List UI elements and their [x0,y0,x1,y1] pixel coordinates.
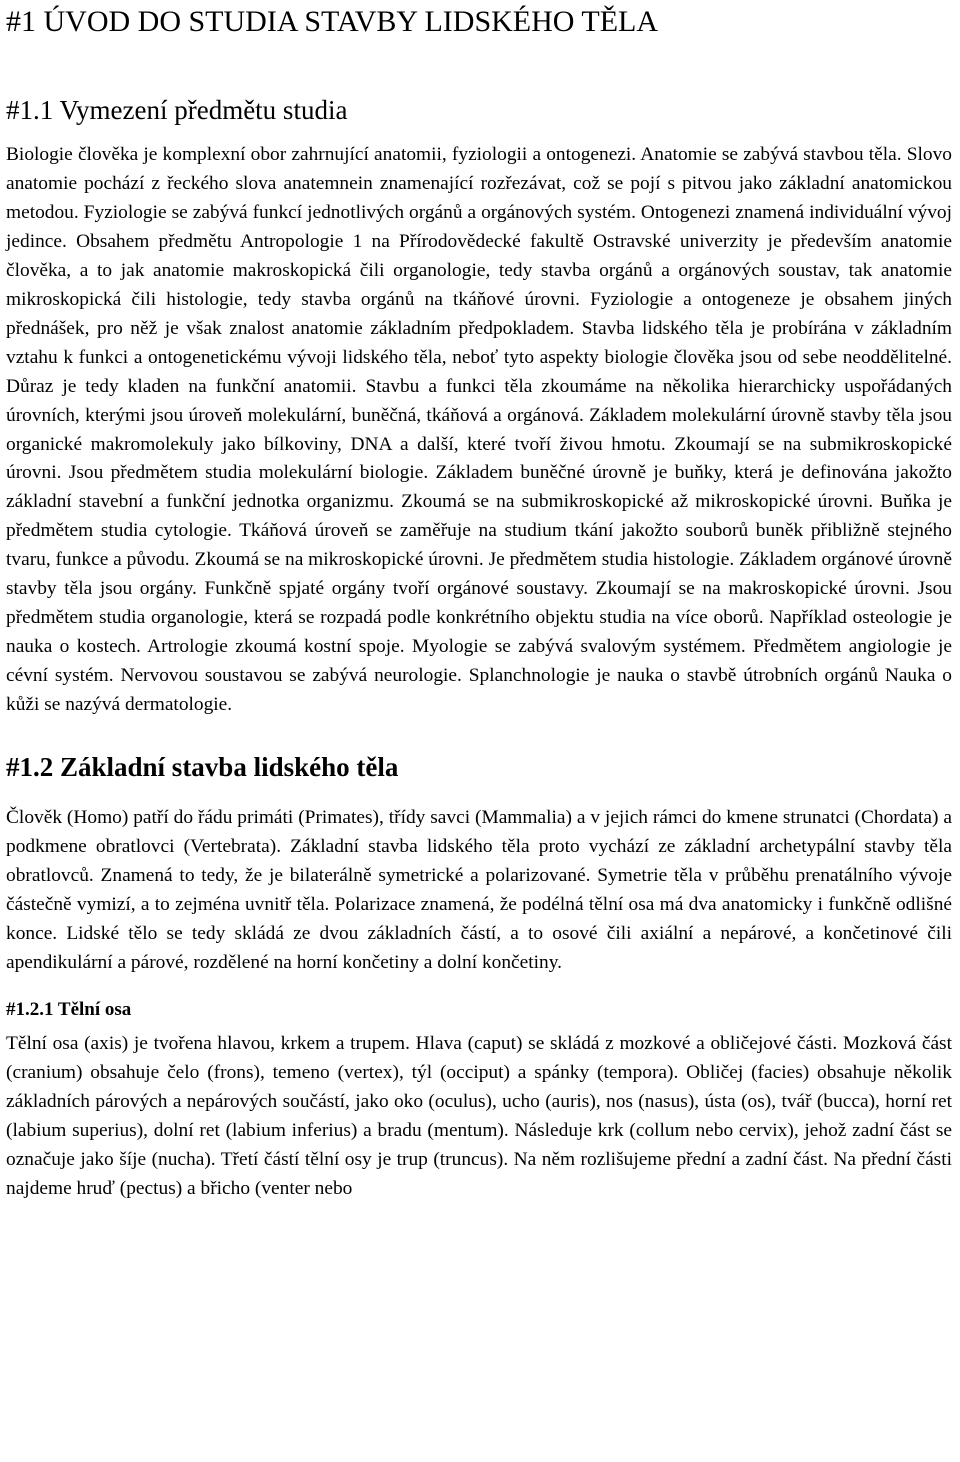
section-paragraph-1-1: Biologie člověka je komplexní obor zahrnující anatomii, fyziologii a ontogenezi. Anatomie se zabývá stavbou těla. Slovo anatomie pochází z řeckého slova anatemnein znamenající rozřezávat, což se pojí s pitvou jako základní anatomickou metodou. Fyziologie se zabývá funkcí jednotlivých orgánů a orgánových systém. Ontogenezi znamená individuální vývoj jedince. Obsahem předmětu Antropologie 1 na Přírodovědecké fakultě Ostravské univerzity je především anatomie člověka, a to jak anatomie makroskopická čili organologie, tedy stavba orgánů a orgánových soustav, tak anatomie mikroskopická čili histologie, tedy stavba orgánů na tkáňové úrovni. Fyziologie a ontogeneze je obsahem jiných přednášek, pro něž je však znalost anatomie základním předpokladem. Stavba lidského těla je probírána v základním vztahu k funkci a ontogenetickému vývoji lidského těla, neboť tyto aspekty biologie člověka jsou od sebe neoddělitelné. Důraz je tedy kladen na funkční anatomii. Stavbu a funkci těla zkoumáme na několika hierarchicky uspořádaných úrovních, kterými jsou úroveň molekulární, buněčná, tkáňová a orgánová. Základem molekulární úrovně stavby těla jsou organické makromolekuly jako bílkoviny, DNA a další, které tvoří živou hmotu. Zkoumají se na submikroskopické úrovni. Jsou předmětem studia molekulární biologie. Základem buněčné úrovně je buňky, která je definována jakožto základní stavební a funkční jednotka organizmu. Zkoumá se na submikroskopické až mikroskopické úrovni. Buňka je předmětem studia cytologie. Tkáňová úroveň se zaměřuje na studium tkání jakožto souborů buněk přibližně stejného tvaru, funkce a původu. Zkoumá se na mikroskopické úrovni. Je předmětem studia histologie. Základem orgánové úrovně stavby těla jsou orgány. Funkčně spjaté orgány tvoří orgánové soustavy. Zkoumají se na makroskopické úrovni. Jsou předmětem studia organologie, která se rozpadá podle konkrétního objektu studia na více oborů. Například osteologie je nauka o kostech. Artrologie zkoumá kostní spoje. Myologie se zabývá svalovým systémem. Předmětem angiologie je cévní systém. Nervovou soustavou se zabývá neurologie. Splanchnologie je nauka o stavbě útrobních orgánů Nauka o kůži se nazývá dermatologie. [6,144,952,716]
section-heading-1-2: #1.2 Základní stavba lidského těla [6,752,399,783]
document-page [0,4,960,1204]
section-heading-1-1: #1.1 Vymezení předmětu studia [6,95,348,125]
section-paragraph-1-2-1: Tělní osa (axis) je tvořena hlavou, krkem a trupem. Hlava (caput) se skládá z mozkové a obličejové části. Mozková část (cranium) obsahuje čelo (frons), temeno (vertex), týl (occiput) a spánky (tempora). Obličej (facies) obsahuje několik základních párových a nepárových součástí, jako oko (oculus), ucho (auris), nos (nasus), ústa (os), tvář (bucca), horní ret (labium superius), dolní ret (labium inferius) a bradu (mentum). Následuje krk (collum nebo cervix), jehož zadní část se označuje jako šíje (nucha). Třetí částí tělní osy je trup (truncus). Na něm rozlišujeme přední a zadní část. Na přední části najdeme hruď (pectus) a břicho (venter nebo [6,1032,952,1199]
section-paragraph-1-2: Člověk (Homo) patří do řádu primáti (Primates), třídy savci (Mammalia) a v jejich rámci do kmene strunatci (Chordata) a podkmene obratlovci (Vertebrata). Základní stavba lidského těla proto vychází ze základní archetypální stavby těla obratlovců. Znamená to tedy, že je bilaterálně symetrické a polarizované. Symetrie těla v průběhu prenatálního vývoje částečně vymizí, a to zejména uvnitř těla. Polarizace znamená, že podélná tělní osa má dva anatomicky i funkčně odlišné konce. Lidské tělo se tedy skládá ze dvou základních částí, a to osové čili axiální a nepárové, a končetinové čili apendikulární a párové, rozdělené na horní končetiny a dolní končetiny. [6,807,952,973]
section-heading-1-2-1: #1.2.1 Tělní osa [6,998,132,1020]
document-title: #1 ÚVOD DO STUDIA STAVBY LIDSKÉHO TĚLA [6,5,659,38]
